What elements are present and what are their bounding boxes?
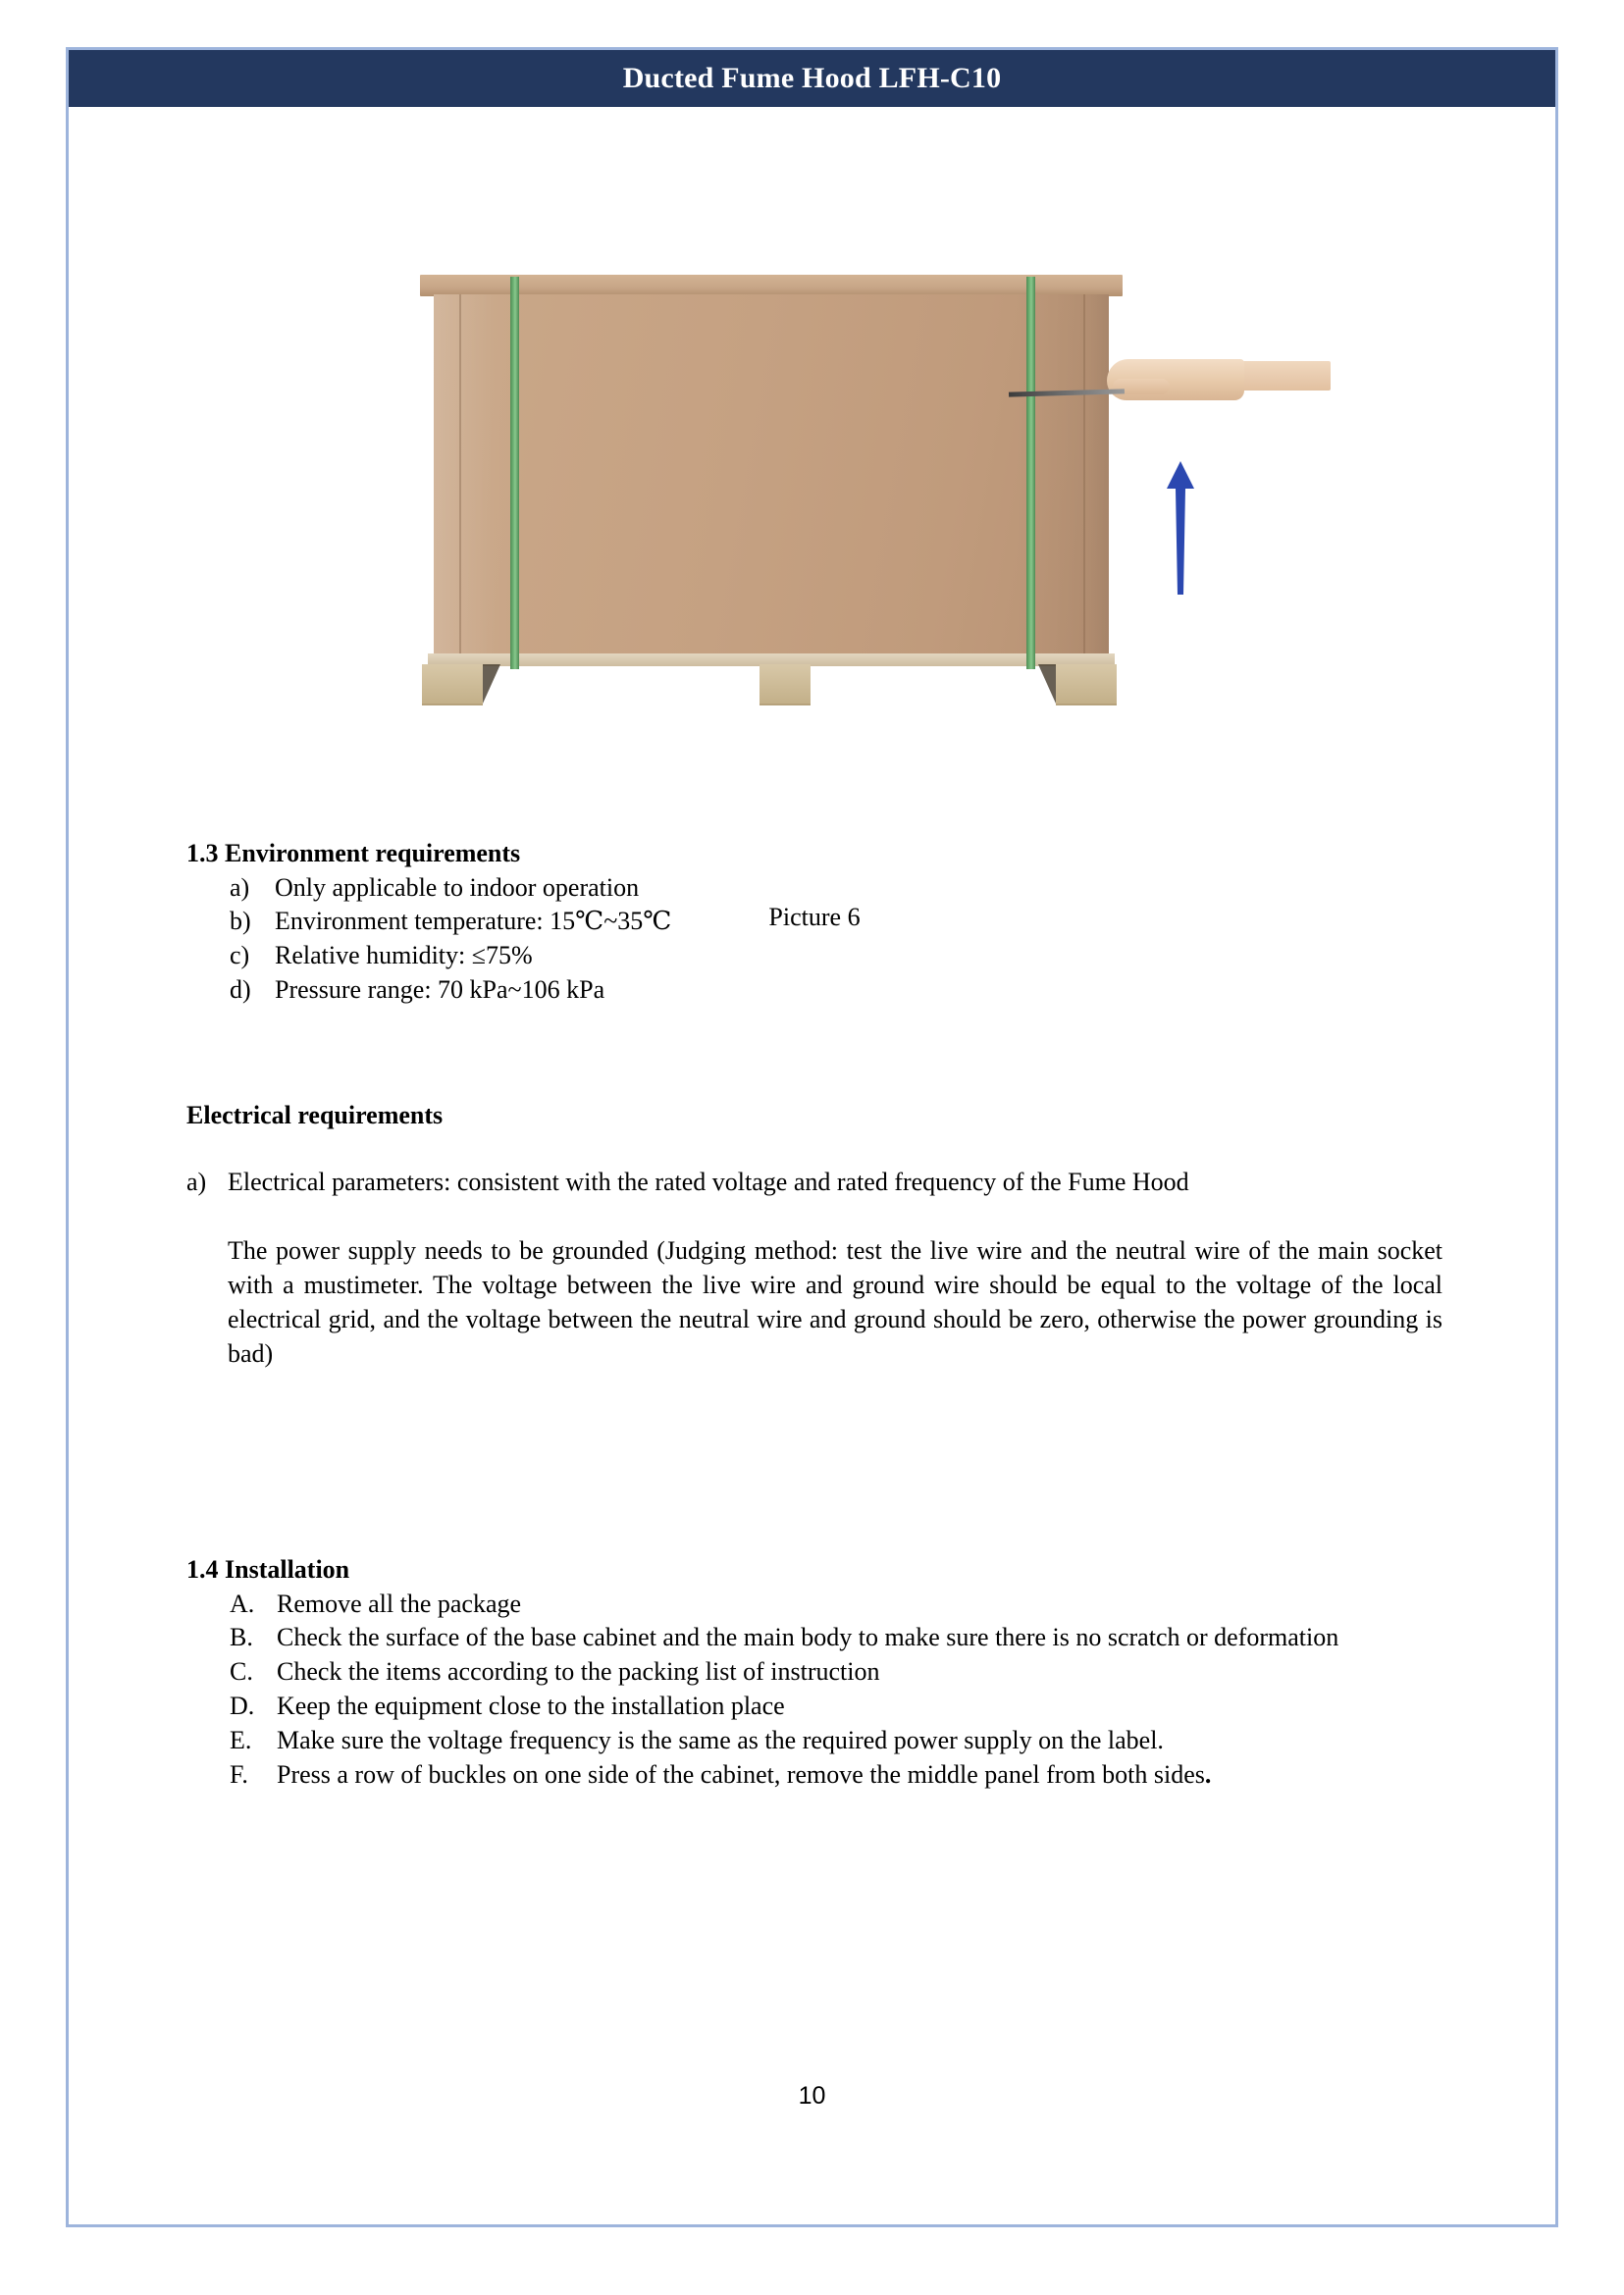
pallet-foot-left xyxy=(422,664,483,705)
crate-photo xyxy=(408,275,1134,726)
crate-edge-right xyxy=(1083,294,1085,657)
list-text: Electrical parameters: consistent with the rated voltage and rated frequency of the Fume Hood xyxy=(228,1167,1189,1196)
list-text: Only applicable to indoor operation xyxy=(275,872,640,902)
figure-caption: Picture 6 xyxy=(768,903,861,931)
list-marker: D. xyxy=(230,1692,255,1721)
list-item xyxy=(230,973,1442,1008)
list-marker: d) xyxy=(230,975,251,1005)
list-item xyxy=(230,905,1442,939)
list-marker: C. xyxy=(230,1657,253,1687)
list-text: Relative humidity: ≤75% xyxy=(275,941,533,970)
list-text: Check the items according to the packing list of instruction xyxy=(277,1657,880,1687)
list-marker: a) xyxy=(230,872,250,902)
section-14-heading: 1.4 Installation xyxy=(186,1555,350,1584)
section-electrical-requirements xyxy=(186,1099,1442,1372)
list-text xyxy=(277,1758,1442,1793)
list-marker: B. xyxy=(230,1623,253,1652)
list-item xyxy=(230,1621,1442,1655)
section-installation xyxy=(186,1553,1442,1793)
strapping-band-right xyxy=(1026,277,1035,669)
pallet-foot-right xyxy=(1056,664,1117,705)
list-text: Keep the equipment close to the installation place xyxy=(277,1692,785,1721)
crate-body xyxy=(434,294,1109,657)
list-text: Make sure the voltage frequency is the same as the required power supply on the label. xyxy=(277,1725,1164,1754)
list-text: Environment temperature: 15℃~35℃ xyxy=(275,907,672,936)
page-title: Ducted Fume Hood LFH-C10 xyxy=(622,62,1002,94)
section-13-heading: 1.3 Environment requirements xyxy=(186,839,521,867)
list-item xyxy=(186,1166,1442,1200)
list-item xyxy=(230,1724,1442,1758)
list-item xyxy=(230,1758,1442,1793)
list-text: Pressure range: 70 kPa~106 kPa xyxy=(275,975,605,1005)
page-number: 10 xyxy=(798,2082,826,2110)
list-marker: A. xyxy=(230,1589,255,1618)
list-text: Remove all the package xyxy=(277,1589,522,1618)
list-text-main: Press a row of buckles on one side of the cabinet, remove the middle panel from both sides xyxy=(277,1759,1205,1789)
list-marker: F. xyxy=(230,1759,248,1789)
crate-lid xyxy=(420,275,1123,296)
crate-edge-left xyxy=(459,294,461,657)
section-environment-requirements xyxy=(186,837,1442,1008)
pallet-foot-middle xyxy=(760,664,811,705)
section-electrical-list xyxy=(186,1166,1442,1200)
list-item xyxy=(230,1690,1442,1724)
section-14-list xyxy=(230,1588,1442,1793)
list-marker: b) xyxy=(230,907,251,936)
list-item xyxy=(230,1655,1442,1690)
document-header-bar xyxy=(69,50,1555,107)
up-arrow-icon xyxy=(1164,459,1197,597)
list-marker: E. xyxy=(230,1725,252,1754)
pallet-shadow-right xyxy=(1038,664,1056,704)
section-electrical-heading: Electrical requirements xyxy=(186,1101,444,1129)
list-item xyxy=(230,1588,1442,1622)
list-item xyxy=(230,871,1442,906)
list-text: Check the surface of the base cabinet and the main body to make sure there is no scratch or deformation xyxy=(277,1623,1339,1652)
list-text-terminal-period: . xyxy=(1204,1759,1212,1789)
pallet-shadow-left xyxy=(483,664,500,704)
section-13-list xyxy=(230,871,1442,1008)
grounding-paragraph: The power supply needs to be grounded (Judging method: test the live wire and the neutral wire of the main socket with a mustimeter. The voltage between the live wire and ground wire should be equal to the voltage of the local electrical grid, and the voltage between the neutral wire and ground should be zero, otherwise the power grounding is bad) xyxy=(228,1236,1442,1368)
list-marker: c) xyxy=(230,941,250,970)
strapping-band-left xyxy=(510,277,519,669)
list-item xyxy=(230,939,1442,973)
list-marker: a) xyxy=(186,1167,207,1196)
